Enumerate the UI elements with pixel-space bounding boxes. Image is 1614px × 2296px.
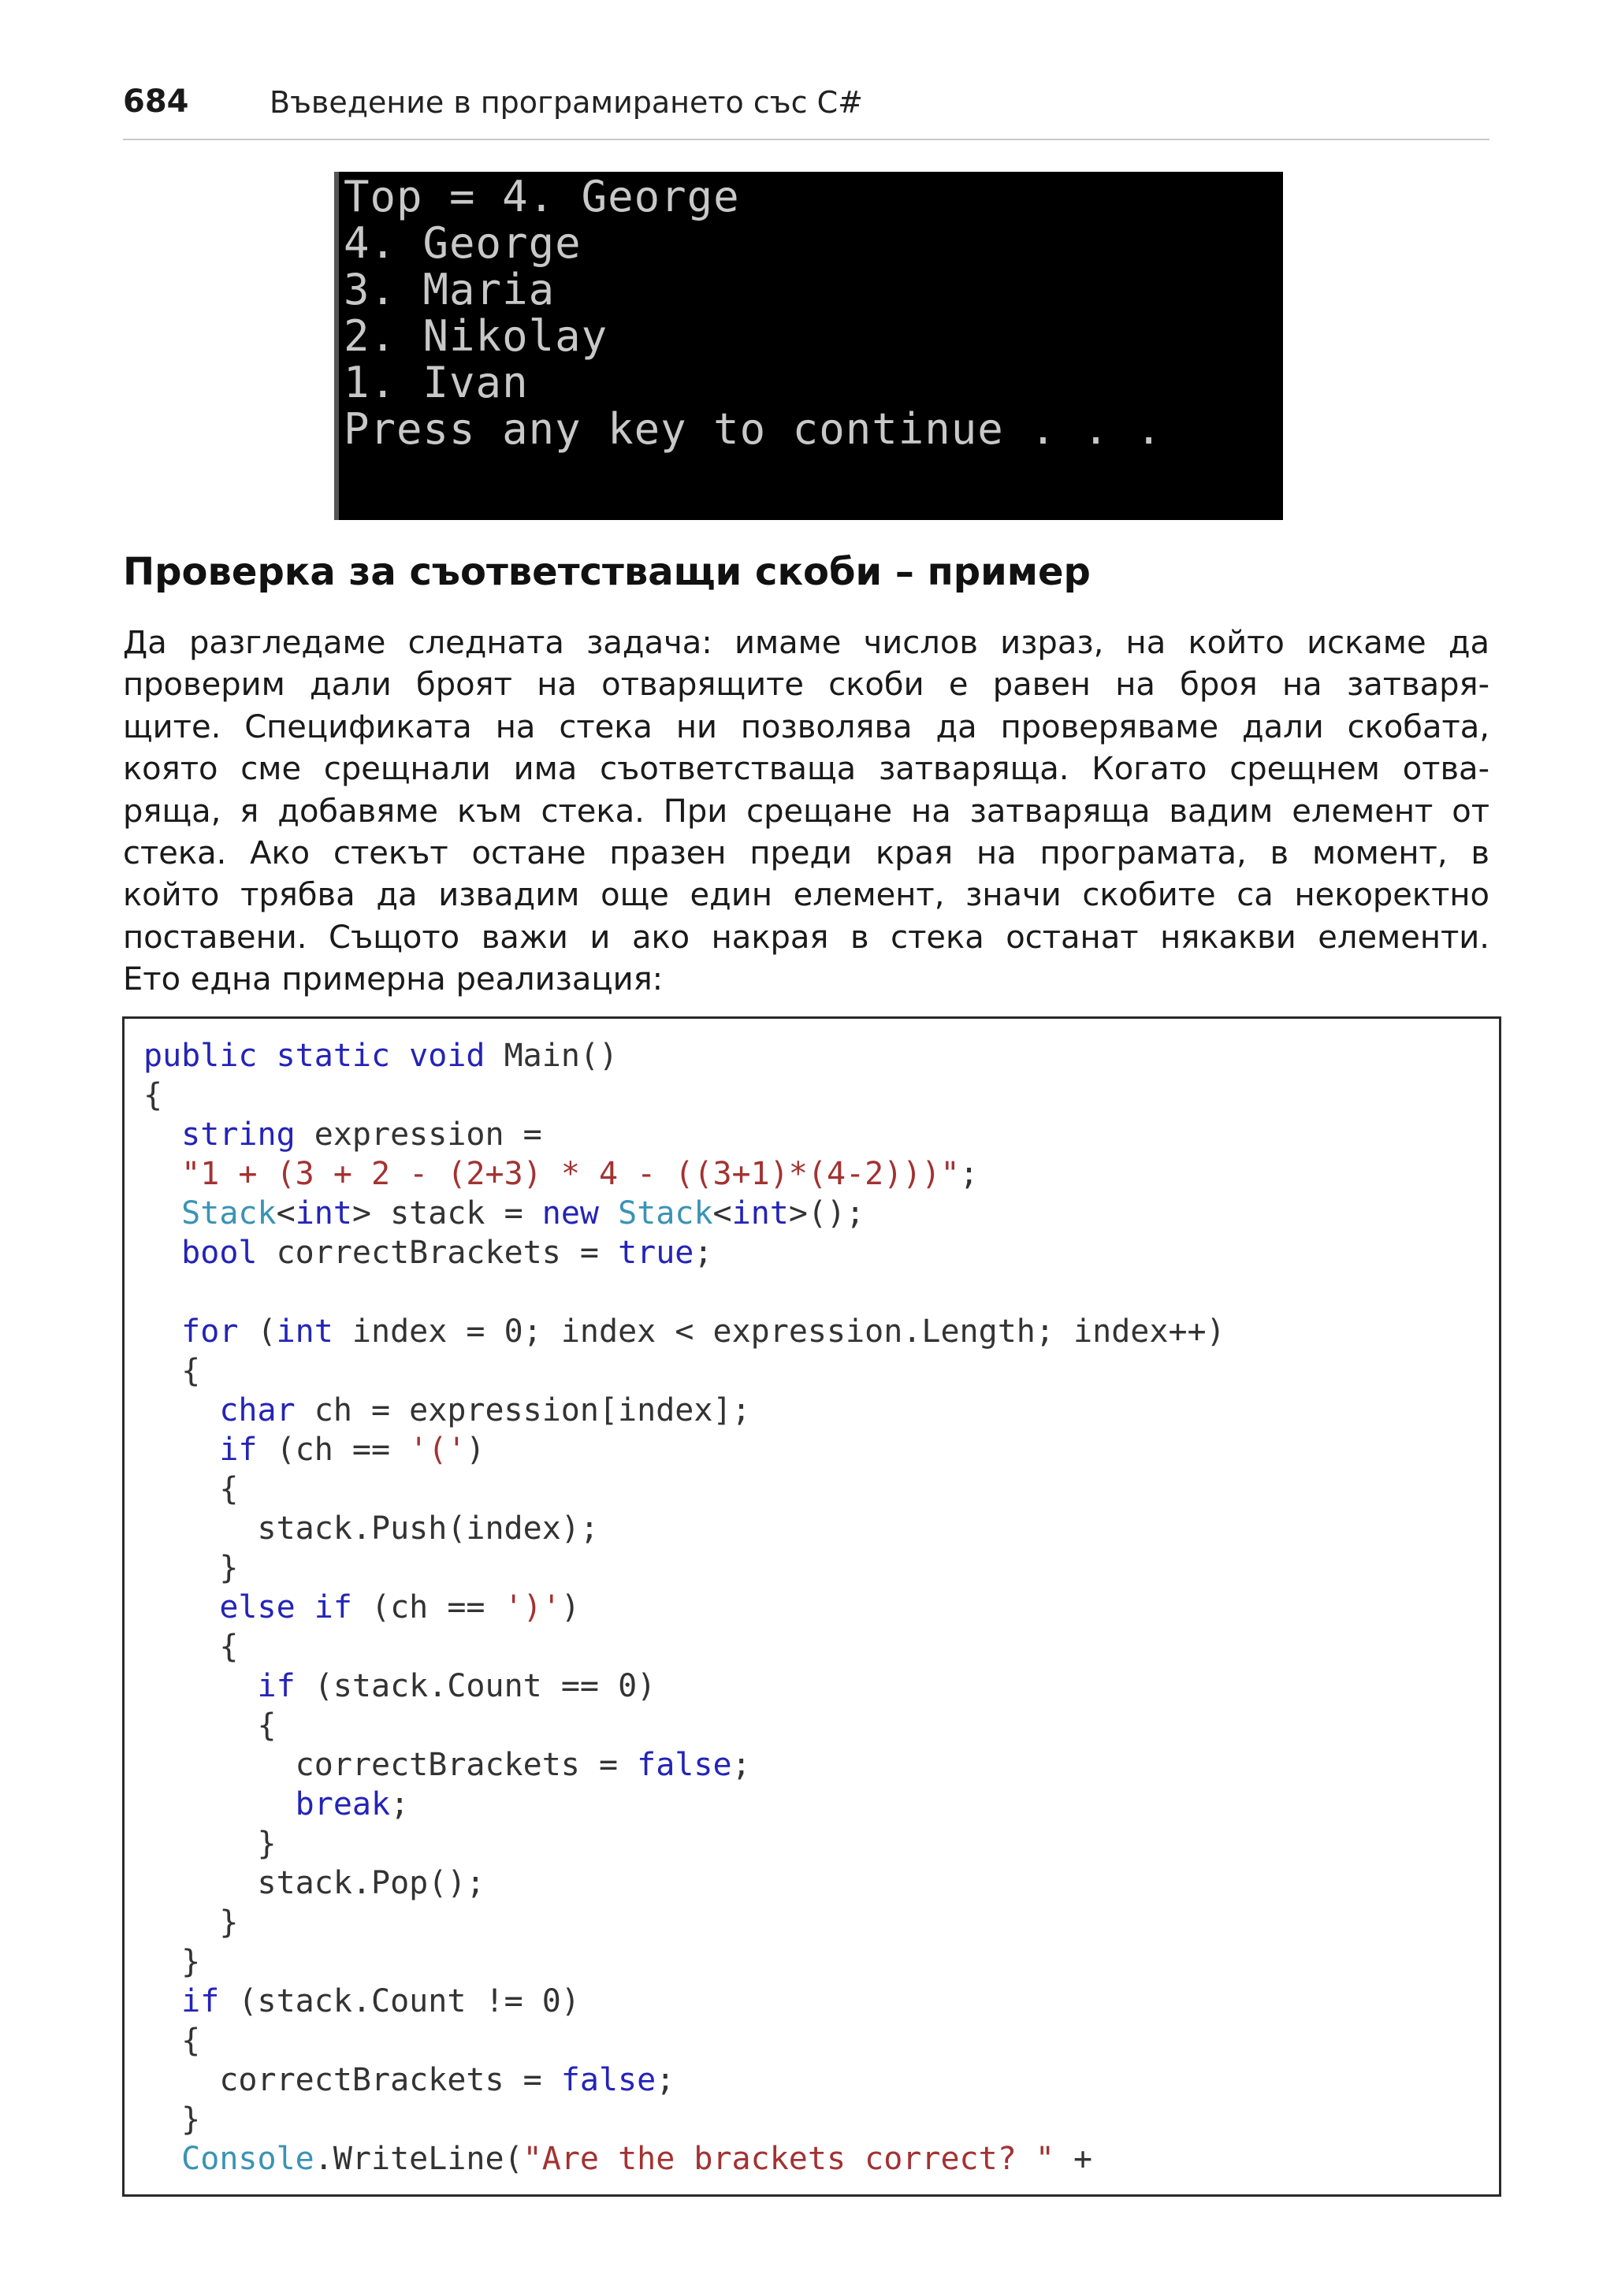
console-line: 3. Maria (344, 265, 556, 314)
code-line (143, 1509, 1225, 1548)
code-token: new (541, 1195, 600, 1232)
code-token: correctBrackets = (257, 1235, 619, 1271)
code-token (143, 1983, 181, 2019)
code-line (143, 1706, 1225, 1745)
code-token (143, 1116, 181, 1153)
code-line (143, 1391, 1225, 1430)
code-line (143, 1312, 1225, 1351)
code-token: { (143, 1629, 239, 1665)
code-token: correctBrackets = (143, 2062, 561, 2098)
code-token: } (143, 1904, 239, 1941)
code-token (599, 1195, 618, 1232)
console-line: Top = 4. George (344, 172, 740, 221)
code-line (143, 1942, 1225, 1982)
code-token: ) (560, 1589, 580, 1625)
console-line: 4. George (344, 218, 582, 268)
section-heading: Проверка за съответстващи скоби – пример (123, 550, 1091, 594)
console-line: 2. Nikolay (344, 311, 608, 361)
paragraph-line: ряща, я добавяме към стека. При срещане на затваряща вадим елемент от (123, 793, 1489, 830)
code-token: for (181, 1313, 239, 1350)
console-line: 1. Ivan (344, 358, 529, 407)
code-line (143, 1588, 1225, 1627)
code-line (143, 1863, 1225, 1903)
page-number: 684 (123, 84, 189, 120)
code-token: (stack.Count == 0) (295, 1668, 656, 1704)
code-token: "Are the brackets correct? " (523, 2141, 1054, 2177)
code-token: ch = expression[index]; (295, 1392, 751, 1428)
code-line (143, 1036, 1225, 1076)
paragraph-line: проверим дали броят на отварящите скоби е равен на броя на затваря- (123, 667, 1489, 704)
code-token: < (276, 1195, 296, 1232)
code-token: stack.Pop(); (143, 1865, 485, 1901)
code-token: > stack = (351, 1195, 542, 1232)
code-token: int (276, 1313, 333, 1350)
code-line (143, 1903, 1225, 1942)
code-token: int (731, 1195, 789, 1232)
code-token: Console (181, 2141, 314, 2177)
code-token: ; (694, 1235, 713, 1271)
paragraph-line: Да разгледаме следната задача: имаме числов израз, на който искаме да (123, 625, 1489, 661)
code-token: ; (959, 1156, 979, 1192)
code-token: true (618, 1235, 694, 1271)
code-token: public static void (143, 1038, 485, 1074)
code-token: correctBrackets = (143, 1747, 638, 1783)
code-token: ) (466, 1432, 485, 1468)
code-token (143, 1313, 181, 1350)
code-line (143, 2100, 1225, 2139)
code-token: ')' (504, 1589, 561, 1625)
code-token (143, 1235, 181, 1271)
code-line (143, 1194, 1225, 1233)
code-line (143, 2060, 1225, 2100)
code-token: } (143, 1826, 277, 1862)
code-token: '(' (409, 1432, 467, 1468)
code-token (143, 1156, 181, 1192)
code-token: (ch == (351, 1589, 504, 1625)
running-title: Въведение в програмирането със C# (270, 85, 863, 120)
code-token: ; (731, 1747, 751, 1783)
paragraph-line: стека. Ако стекът остане празен преди края на програмата, в момент, в (123, 835, 1489, 872)
code-line (143, 1154, 1225, 1194)
code-token: Main() (485, 1038, 619, 1074)
code-token: + (1054, 2141, 1093, 2177)
code-token (143, 1195, 181, 1232)
code-line (143, 1233, 1225, 1272)
code-token (143, 1786, 296, 1822)
code-line (143, 2139, 1225, 2179)
code-token: index = 0; index < expression.Length; index++) (333, 1313, 1225, 1350)
code-token (143, 2141, 181, 2177)
code-token: { (143, 1077, 163, 1113)
paragraph-line: поставени. Същото важи и ако накрая в стека останат някакви елементи. (123, 919, 1489, 956)
code-line (143, 1115, 1225, 1154)
code-token: { (143, 2023, 201, 2059)
code-line (143, 1469, 1225, 1509)
code-token: if (257, 1668, 296, 1704)
code-token (143, 1392, 219, 1428)
code-token: { (143, 1707, 277, 1744)
code-line (143, 1351, 1225, 1391)
code-listing (122, 1016, 1501, 2197)
code-line (143, 1785, 1225, 1824)
code-token: int (295, 1195, 352, 1232)
console-line: Press any key to continue . . . (344, 404, 1162, 454)
code-token: bool (181, 1235, 258, 1271)
code-token: (ch == (257, 1432, 410, 1468)
code-token (143, 1274, 162, 1310)
page-header (123, 82, 1489, 140)
code-token: >(); (788, 1195, 865, 1232)
paragraph-line: щите. Спецификата на стека ни позволява да проверяваме дали скобата, (123, 708, 1489, 745)
code-token: stack.Push(index); (143, 1510, 599, 1547)
body-paragraph (123, 622, 1489, 1001)
code-line (143, 1627, 1225, 1666)
code-token: } (143, 2101, 201, 2138)
paragraph-line: Ето една примерна реализация: (123, 961, 664, 998)
code-token: else if (219, 1589, 352, 1625)
paragraph-line: който трябва да извадим още един елемент, значи скобите са некоректно (123, 877, 1489, 914)
code-token: ; (390, 1786, 410, 1822)
code-token: Stack (618, 1195, 713, 1232)
paragraph-line: която сме срещнали има съответстваща затваряща. Когато срещнем отва- (123, 751, 1489, 788)
code-token: Stack (181, 1195, 277, 1232)
code-token: char (219, 1392, 296, 1428)
code-token: } (143, 1944, 201, 1980)
code-line (143, 1982, 1225, 2021)
code-line (143, 1745, 1225, 1785)
code-token: { (143, 1471, 239, 1507)
code-token: if (219, 1432, 258, 1468)
code-token: expression = (295, 1116, 542, 1153)
code-token: false (560, 2062, 656, 2098)
code-token: false (637, 1747, 732, 1783)
code-token: ( (238, 1313, 277, 1350)
code-line (143, 1430, 1225, 1469)
code-line (143, 1076, 1225, 1115)
code-token: < (712, 1195, 732, 1232)
code-token: string (181, 1116, 296, 1153)
code-block (143, 1036, 1225, 2179)
code-token: (stack.Count != 0) (219, 1983, 580, 2019)
code-line (143, 1548, 1225, 1588)
code-line (143, 2021, 1225, 2060)
code-line (143, 1824, 1225, 1863)
console-output-screenshot (334, 172, 1283, 520)
code-token: break (295, 1786, 391, 1822)
code-line (143, 1272, 1225, 1312)
code-token (143, 1668, 258, 1704)
code-token: "1 + (3 + 2 - (2+3) * 4 - ((3+1)*(4-2)))" (181, 1156, 960, 1192)
code-token: ; (656, 2062, 675, 2098)
code-token: } (143, 1550, 239, 1586)
code-token: .WriteLine( (314, 2141, 523, 2177)
code-token (143, 1589, 219, 1625)
code-line (143, 1666, 1225, 1706)
code-token (143, 1432, 219, 1468)
code-token: if (181, 1983, 220, 2019)
code-token: { (143, 1353, 201, 1389)
